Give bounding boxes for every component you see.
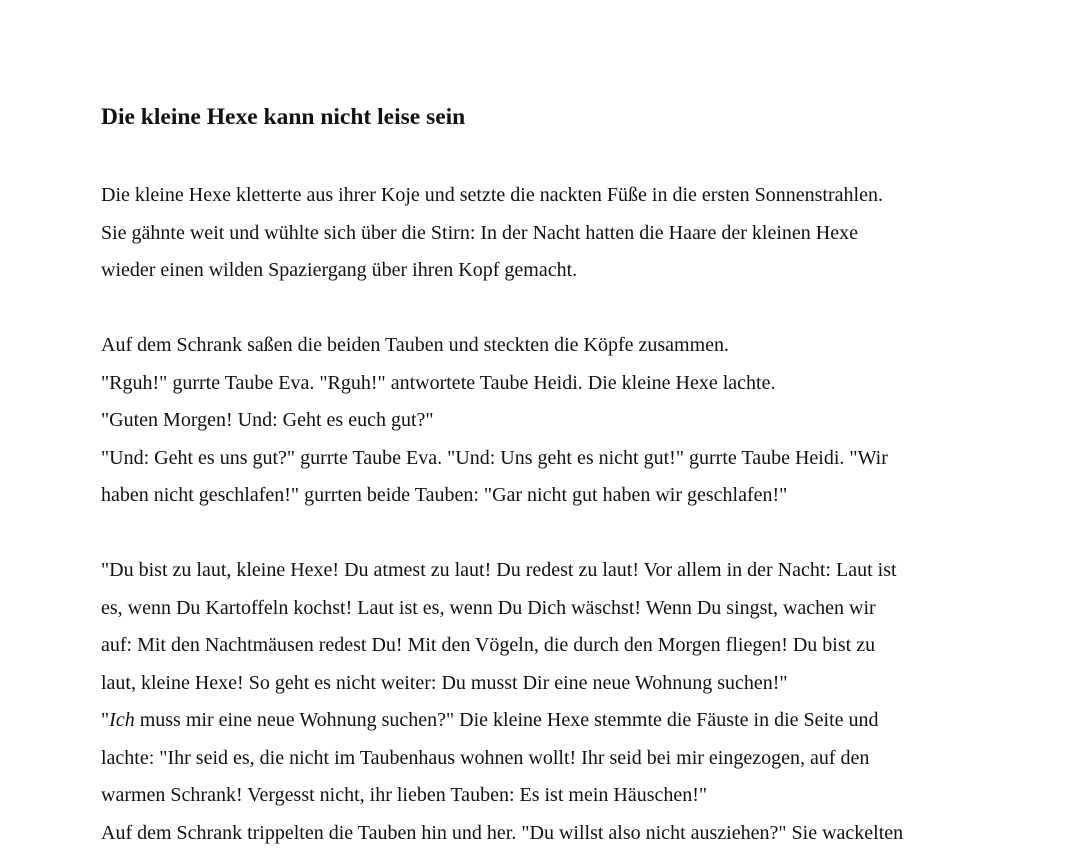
paragraph-1 bbox=[101, 177, 981, 290]
text-line: wieder einen wilden Spaziergang über ihren Kopf gemacht. bbox=[101, 259, 578, 281]
text-segment: muss mir eine neue Wohnung suchen?" Die kleine Hexe stemmte die Fäuste in die Seite und bbox=[134, 709, 879, 731]
text-line: laut, kleine Hexe! So geht es nicht weiter: Du musst Dir eine neue Wohnung suchen!" bbox=[101, 671, 788, 694]
paragraph-4 bbox=[101, 702, 981, 852]
text-line: haben nicht geschlafen!" gurrten beide Tauben: "Gar nicht gut haben wir geschlafen!" bbox=[101, 484, 788, 506]
document-page bbox=[101, 100, 981, 852]
text-line: Die kleine Hexe kletterte aus ihrer Koje und setzte die nackten Füße in die ersten Sonnenstrahlen. bbox=[101, 184, 883, 206]
text-line: es, wenn Du Kartoffeln kochst! Laut ist es, wenn Du Dich wäschst! Wenn Du singst, wachen wir bbox=[101, 596, 876, 619]
text-line: auf: Mit den Nachtmäusen redest Du! Mit den Vögeln, die durch den Morgen fliegen! Du bist zu bbox=[101, 634, 876, 656]
text-line bbox=[101, 702, 981, 740]
text-line: Auf dem Schrank trippelten die Tauben hin und her. "Du willst also nicht ausziehen?" Sie wackelten bbox=[101, 821, 904, 844]
text-line: "Und: Geht es uns gut?" gurrte Taube Eva. "Und: Uns geht es nicht gut!" gurrte Taube Heidi. "Wir bbox=[101, 446, 888, 469]
text-line: "Rguh!" gurrte Taube Eva. "Rguh!" antwortete Taube Heidi. Die kleine Hexe lachte. bbox=[101, 371, 776, 394]
quote-mark: " bbox=[101, 709, 110, 731]
text-line: Sie gähnte weit und wühlte sich über die Stirn: In der Nacht hatten die Haare der kleinen Hexe bbox=[101, 221, 858, 244]
story-title: Die kleine Hexe kann nicht leise sein bbox=[101, 104, 466, 130]
text-line: lachte: "Ihr seid es, die nicht im Taubenhaus wohnen wollt! Ihr seid bei mir eingezogen, auf den bbox=[101, 746, 870, 769]
paragraph-3 bbox=[101, 552, 981, 702]
text-line: warmen Schrank! Vergesst nicht, ihr lieben Tauben: Es ist mein Häuschen!" bbox=[101, 784, 708, 806]
text-line: "Du bist zu laut, kleine Hexe! Du atmest zu laut! Du redest zu laut! Vor allem in der Nacht: Laut ist bbox=[101, 559, 897, 581]
emphasis-text: Ich bbox=[109, 709, 135, 731]
text-line: "Guten Morgen! Und: Geht es euch gut?" bbox=[101, 409, 434, 431]
text-line: Auf dem Schrank saßen die beiden Tauben und steckten die Köpfe zusammen. bbox=[101, 334, 730, 356]
paragraph-2 bbox=[101, 327, 981, 515]
